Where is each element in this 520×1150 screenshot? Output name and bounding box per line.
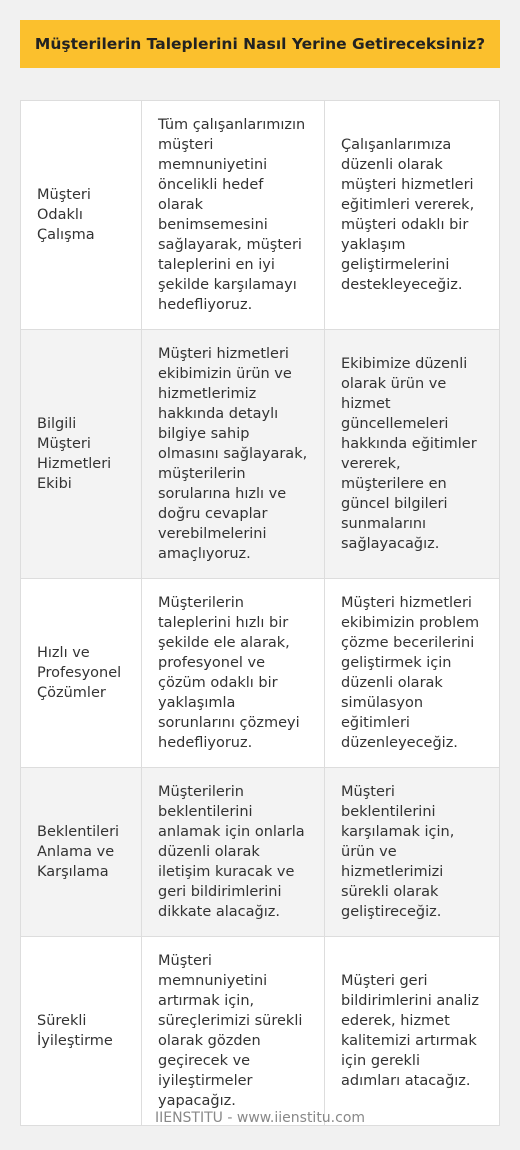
goal-cell: Tüm çalışanlarımızın müşteri memnuniyetini öncelikli hedef olarak benimsemesini sağlayarak, müşteri taleplerini en iyi şekilde karşılamayı hedefliyoruz. (142, 101, 325, 330)
footer-credit: IIENSTITU - www.iienstitu.com (154, 1110, 366, 1126)
title-banner (20, 20, 500, 68)
topic-cell: Bilgili Müşteri Hizmetleri Ekibi (21, 330, 142, 579)
goal-cell: Müşterilerin taleplerini hızlı bir şekilde ele alarak, profesyonel ve çözüm odaklı bir yaklaşımla sorunlarını çözmeyi hedefliyoruz. (142, 579, 325, 768)
table-row (21, 768, 500, 937)
goal-cell: Müşterilerin beklentilerini anlamak için onlarla düzenli olarak iletişim kuracak ve geri bildirimlerini dikkate alacağız. (142, 768, 325, 937)
action-cell: Müşteri beklentilerini karşılamak için, ürün ve hizmetlerimizi sürekli olarak geliştireceğiz. (325, 768, 500, 937)
table-row (21, 579, 500, 768)
table-row (21, 101, 500, 330)
action-cell: Çalışanlarımıza düzenli olarak müşteri hizmetleri eğitimleri vererek, müşteri odaklı bir yaklaşım geliştirmelerini destekleyeceğiz. (325, 101, 500, 330)
table-row (21, 330, 500, 579)
action-cell: Müşteri geri bildirimlerini analiz ederek, hizmet kalitemizi artırmak için gerekli adımları atacağız. (325, 937, 500, 1126)
goal-cell: Müşteri hizmetleri ekibimizin ürün ve hizmetlerimiz hakkında detaylı bilgiye sahip olmasını sağlayarak, müşterilerin sorularına hızlı ve doğru cevaplar verebilmelerini amaçlıyoruz. (142, 330, 325, 579)
goal-cell: Müşteri memnuniyetini artırmak için, süreçlerimizi sürekli olarak gözden geçirecek ve iyileştirmeler yapacağız. (142, 937, 325, 1126)
action-cell: Müşteri hizmetleri ekibimizin problem çözme becerilerini geliştirmek için düzenli olarak simülasyon eğitimleri düzenleyeceğiz. (325, 579, 500, 768)
topic-cell: Beklentileri Anlama ve Karşılama (21, 768, 142, 937)
table-row (21, 937, 500, 1126)
topic-cell: Hızlı ve Profesyonel Çözümler (21, 579, 142, 768)
topic-cell: Müşteri Odaklı Çalışma (21, 101, 142, 330)
strategy-table (20, 100, 500, 1126)
action-cell: Ekibimize düzenli olarak ürün ve hizmet güncellemeleri hakkında eğitimler vererek, müşterilere en güncel bilgileri sunmalarını sağlayacağız. (325, 330, 500, 579)
topic-cell: Sürekli İyileştirme (21, 937, 142, 1126)
page-title: Müşterilerin Taleplerini Nasıl Yerine Getireceksiniz? (34, 35, 486, 53)
